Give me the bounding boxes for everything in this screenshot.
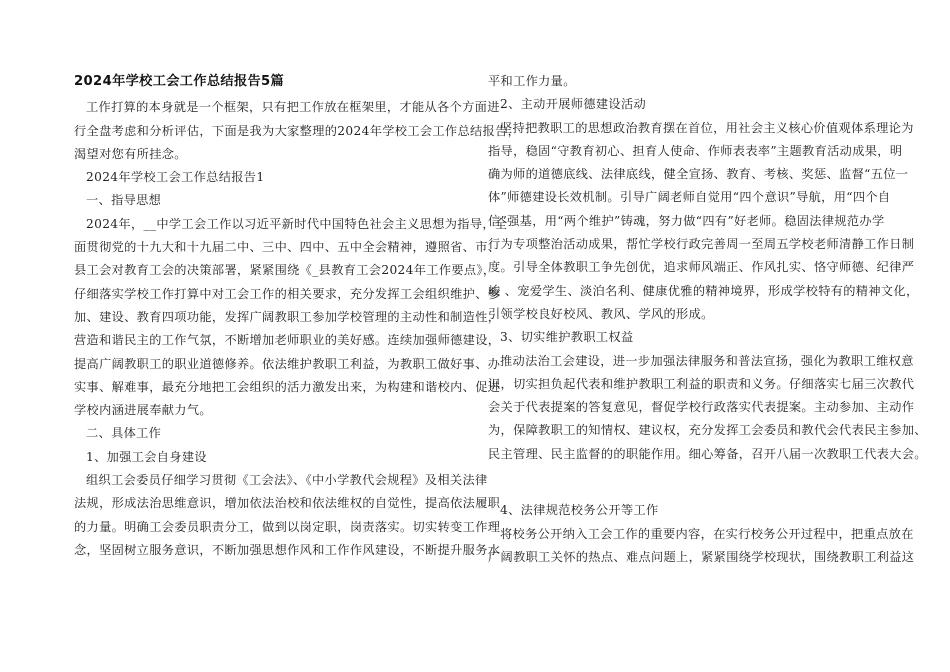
paragraph-line: 念，坚固树立服务意识，不断加强思想作风和工作作风建设，不断提升服务水 xyxy=(74,542,501,557)
paragraph-line: 引领学校良好校风、教风、学风的形成。 xyxy=(488,306,714,321)
paragraph-line: 工作打算的本身就是一个框架，只有把工作放在框架里，才能从各个方面进 xyxy=(86,100,500,115)
paragraph-line: 确为师的道德底线、法律底线，健全宣扬、教育、考核、奖惩、监督“五位一 xyxy=(488,167,909,182)
paragraph-line: 推动法治工会建设，进一步加强法律服务和普法宣扬，强化为教职工维权意 xyxy=(500,353,914,368)
paragraph-line: 信”强基，用“两个维护”铸魂，努力做“四有”好老师。稳固法律规范办学 xyxy=(488,213,885,228)
subsection-heading: 1、加强工会自身建设 xyxy=(86,449,207,464)
document-title: 2024年学校工会工作总结报告5篇 xyxy=(74,74,285,89)
spacer xyxy=(488,489,886,499)
paragraph-line: 会关于代表提案的答复意见，督促学校行政落实代表提案。主动参加、主动作 xyxy=(488,400,915,415)
paragraph-line: 体”师德建设长效机制。引导广阔老师自觉用“四个意识”导航，用“四个自 xyxy=(488,190,891,205)
paragraph-line: 度。引导全体教职工争先创优，追求师风端正、作风扎实、恪守师德、纪律严 xyxy=(488,260,915,275)
paragraph-line: 识，切实担负起代表和维护教职工利益的职责和义务。仔细落实七届三次教代 xyxy=(488,376,915,391)
section-heading: 一、指导思想 xyxy=(86,193,162,208)
paragraph-line: 指导，稳固“守教育初心、担育人使命、作师表表率”主题教育活动成果，明 xyxy=(488,143,903,158)
paragraph-line: 渴望对您有所挂念。 xyxy=(74,146,187,161)
report-heading: 2024年学校工会工作总结报告1 xyxy=(86,170,265,185)
paragraph-line: 民主管理、民主监督的的职能作用。细心筹备，召开八届一次教职工代表大会。 xyxy=(488,446,927,461)
paragraph-line: 县工会对教育工会的决策部署，紧紧围绕《_县教育工会2024年工作要点》， xyxy=(74,263,496,278)
left-column xyxy=(74,70,521,562)
paragraph-line: 将校务公开纳入工会工作的重要内容，在实行校务公开过程中，把重点放在 xyxy=(500,526,914,541)
right-column xyxy=(488,70,927,569)
paragraph-line: 实事、解难事，最充分地把工会组织的活力激发出来，为构建和谐校内、促进 xyxy=(74,379,501,394)
blank-line xyxy=(488,466,886,489)
paragraph-line: 的力量。明确工会委员职责分工，做到以岗定职，岗责落实。切实转变工作理 xyxy=(74,519,501,534)
paragraph-line: 行为专项整治活动成果，帮忙学校行政完善周一至周五学校老师清静工作日制 xyxy=(488,237,915,252)
section-heading: 二、具体工作 xyxy=(86,426,162,441)
paragraph-line: 峻 、宠爱学生、淡泊名利、健康优雅的精神境界，形成学校特有的精神文化， xyxy=(488,283,919,298)
paragraph-line: 提高广阔教职工的职业道德修养。依法维护教职工利益，为教职工做好事、办 xyxy=(74,356,501,371)
paragraph-line: 广阔教职工关怀的热点、难点问题上，紧紧围绕学校现状，围绕教职工利益这 xyxy=(488,549,915,564)
paragraph-line: 坚持把教职工的思想政治教育摆在首位，用社会主义核心价值观体系理论为 xyxy=(500,120,914,135)
paragraph-line: 行全盘考虑和分析评估，下面是我为大家整理的2024年学校工会工作总结报告， xyxy=(74,123,521,138)
paragraph-line: 加、建设、教育四项功能，发挥广阔教职工参加学校管理的主动性和制造性， xyxy=(74,309,501,324)
paragraph-line: 面贯彻党的十九大和十九届二中、三中、四中、五中全会精神，遵照省、市、 xyxy=(74,240,501,255)
paragraph-line: 2024年，__中学工会工作以习近平新时代中国特色社会主义思想为指导，全 xyxy=(86,216,508,231)
paragraph-line: 仔细落实学校工作打算中对工会工作的相关要求，充分发挥工会组织维护、参 xyxy=(74,286,501,301)
paragraph-line: 组织工会委员仔细学习贯彻《工会法》、《中小学教代会规程》及相关法律 xyxy=(86,473,488,488)
paragraph-line: 学校内涵进展奉献力气。 xyxy=(74,403,212,418)
paragraph-line: 为，保障教职工的知情权、建议权，充分发挥工会委员和教代会代表民主参加、 xyxy=(488,423,927,438)
subsection-heading: 2、主动开展师德建设活动 xyxy=(500,97,647,112)
subsection-heading: 3、切实维护教职工权益 xyxy=(500,330,634,345)
paragraph-line: 平和工作力量。 xyxy=(488,74,576,88)
paragraph-line: 法规，形成法治思维意识，增加依法治校和依法维权的自觉性，提高依法履职 xyxy=(74,496,501,511)
subsection-heading: 4、法律规范校务公开等工作 xyxy=(500,503,659,518)
paragraph-line: 营造和谐民主的工作气氛，不断增加老师职业的美好感。连续加强师德建设， xyxy=(74,333,501,348)
